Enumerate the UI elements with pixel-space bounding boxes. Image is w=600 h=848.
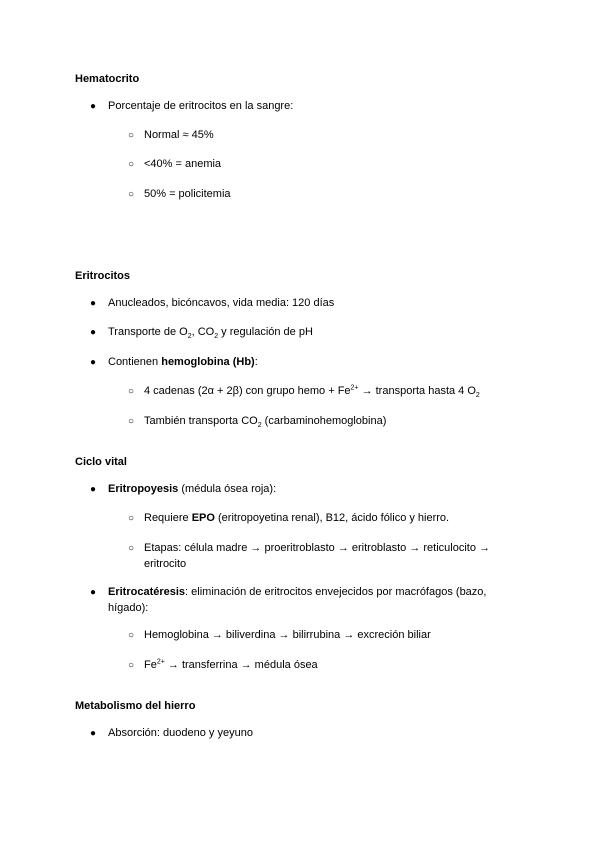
list-item: Eritrocatéresis: eliminación de eritrocitos envejecidos por macrófagos (bazo, hígado): <box>108 586 487 614</box>
heading-hematocrito: Hematocrito <box>75 73 140 85</box>
hollow-bullet-icon: ○ <box>128 386 135 397</box>
hollow-bullet-icon: ○ <box>128 630 135 641</box>
sub-list-item: 50% = policitemia <box>144 188 231 200</box>
sub-list-item: Hemoglobina → biliverdina → bilirrubina → excreción biliar <box>144 629 431 641</box>
sub-list-item: También transporta $CO_2$ (carbaminohemoglobina) <box>144 415 387 430</box>
heading-metabolismo-hierro: Metabolismo del hierro <box>75 700 196 712</box>
hollow-bullet-icon: ○ <box>128 159 135 170</box>
bullet-icon: ● <box>90 101 97 112</box>
list-item: Anucleados, bicóncavos, vida media: 120 días <box>108 297 335 309</box>
bullet-icon: ● <box>90 728 97 739</box>
hollow-bullet-icon: ○ <box>128 416 135 427</box>
list-item: Eritropoyesis (médula ósea roja): <box>108 483 277 495</box>
sub-list-item: $Fe^{2+}$ → transferrina → médula ósea <box>144 658 318 671</box>
hollow-bullet-icon: ○ <box>128 660 135 671</box>
list-item: Transporte de $O_2$, $CO_2$ y regulación de pH <box>108 326 313 341</box>
bullet-icon: ● <box>90 484 97 495</box>
hollow-bullet-icon: ○ <box>128 130 135 141</box>
sub-list-item: Normal ≈ 45% <box>144 129 214 141</box>
sub-list-item: 4 cadenas (2α + 2β) con grupo hemo + $Fe^{2+}$ → transporta hasta 4 $O_2$ <box>144 384 480 400</box>
heading-eritrocitos: Eritrocitos <box>75 270 131 282</box>
bullet-icon: ● <box>90 357 97 368</box>
list-item: Contienen hemoglobina (Hb): <box>108 356 258 368</box>
sub-list-item: <40% = anemia <box>144 158 222 170</box>
list-item: Absorción: duodeno y yeyuno <box>108 727 253 739</box>
bullet-icon: ● <box>90 587 97 598</box>
list-item: Porcentaje de eritrocitos en la sangre: <box>108 100 294 112</box>
heading-ciclo-vital: Ciclo vital <box>75 456 127 468</box>
sub-list-item: Etapas: célula madre → proeritroblasto → eritroblasto → reticulocito → eritrocito <box>144 542 491 570</box>
bullet-icon: ● <box>90 298 97 309</box>
bullet-icon: ● <box>90 327 97 338</box>
hollow-bullet-icon: ○ <box>128 189 135 200</box>
hollow-bullet-icon: ○ <box>128 513 135 524</box>
hollow-bullet-icon: ○ <box>128 543 135 554</box>
sub-list-item: Requiere EPO (eritropoyetina renal), B12, ácido fólico y hierro. <box>144 512 450 524</box>
